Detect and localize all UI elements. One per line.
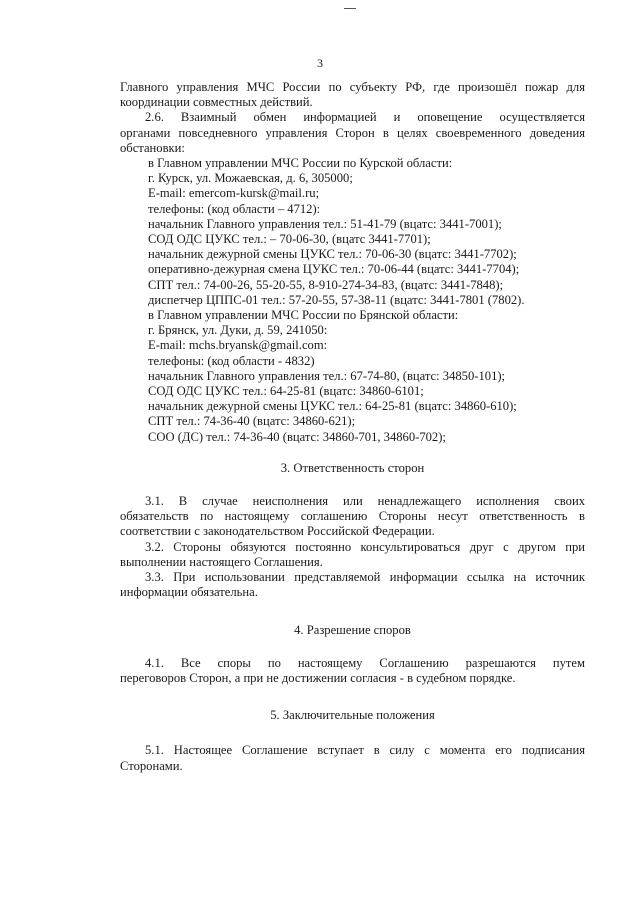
clause-3-2-line-1: 3.2. Стороны обязуются постоянно консультироваться друг с другом при bbox=[145, 539, 585, 554]
clause-5-1-line-2: Сторонами. bbox=[120, 758, 183, 773]
intro-line-2: координации совместных действий. bbox=[120, 95, 313, 110]
contact-line: телефоны: (код области – 4712): bbox=[148, 201, 321, 216]
contact-line: СОД ОДС ЦУКС тел.: 64-25-81 (вцатс: 34860-6101; bbox=[148, 384, 424, 399]
contact-line: в Главном управлении МЧС России по Брянской области: bbox=[148, 308, 459, 323]
section-3-heading: 3. Ответственность сторон bbox=[280, 460, 425, 475]
clause-2-6-line-1: 2.6. Взаимный обмен информацией и оповещение осуществляется bbox=[145, 110, 585, 125]
contact-line: г. Брянск, ул. Дуки, д. 59, 241050: bbox=[148, 323, 328, 338]
contacts-list bbox=[120, 156, 585, 445]
document-body bbox=[120, 80, 585, 774]
clause-3-1-line-1: 3.1. В случае неисполнения или ненадлежащего исполнения своих bbox=[145, 494, 585, 509]
clause-3-1-line-3: соответствии с законодательством Российской Федерации. bbox=[120, 524, 435, 539]
contact-line: телефоны: (код области - 4832) bbox=[148, 353, 315, 368]
contact-line: СПТ тел.: 74-00-26, 55-20-55, 8-910-274-34-83, (вцатс: 3441-7848); bbox=[148, 277, 504, 292]
section-5-heading: 5. Заключительные положения bbox=[270, 708, 435, 723]
clause-2-6-line-3: обстановки: bbox=[120, 140, 185, 155]
contact-line: оперативно-дежурная смена ЦУКС тел.: 70-06-44 (вцатс: 3441-7704); bbox=[148, 262, 520, 277]
contact-line: СПТ тел.: 74-36-40 (вцатс: 34860-621); bbox=[148, 414, 356, 429]
contact-line: начальник Главного управления тел.: 67-74-80, (вцатс: 34850-101); bbox=[148, 368, 506, 383]
intro-line-1: Главного управления МЧС России по субъекту РФ, где произошёл пожар для bbox=[120, 80, 585, 94]
section-4-heading: 4. Разрешение споров bbox=[294, 622, 411, 637]
clause-3-1-line-2: обязательств по настоящему соглашению Стороны несут ответственность в bbox=[120, 509, 585, 524]
clause-5-1-line-1: 5.1. Настоящее Соглашение вступает в силу с момента его подписания bbox=[145, 743, 585, 758]
clause-4-1-line-2: переговоров Сторон, а при не достижении согласия - в судебном порядке. bbox=[120, 670, 516, 685]
contact-line: начальник дежурной смены ЦУКС тел.: 70-06-30 (вцатс: 3441-7702); bbox=[148, 247, 517, 262]
contact-line: г. Курск, ул. Можаевская, д. 6, 305000; bbox=[148, 171, 353, 186]
contact-line: E-mail: emercom-kursk@mail.ru; bbox=[148, 186, 320, 201]
contact-line: начальник Главного управления тел.: 51-41-79 (вцатс: 3441-7001); bbox=[148, 216, 502, 231]
scan-mark bbox=[344, 8, 356, 9]
contact-line: в Главном управлении МЧС России по Курской области: bbox=[148, 156, 453, 171]
contact-line: СОД ОДС ЦУКС тел.: – 70-06-30, (вцатс 3441-7701); bbox=[148, 232, 431, 247]
page-number: 3 bbox=[317, 56, 323, 70]
contact-line: E-mail: mchs.bryansk@gmail.com: bbox=[148, 338, 328, 353]
contact-line: СОО (ДС) тел.: 74-36-40 (вцатс: 34860-701, 34860-702); bbox=[148, 429, 446, 444]
contact-line: начальник дежурной смены ЦУКС тел.: 64-25-81 (вцатс: 34860-610); bbox=[148, 399, 517, 414]
clause-3-3-line-1: 3.3. При использовании представляемой информации ссылка на источник bbox=[145, 570, 585, 585]
clause-2-6-line-2: органами повседневного управления Сторон в целях своевременного доведения bbox=[120, 125, 585, 140]
clause-3-3-line-2: информации обязательна. bbox=[120, 585, 258, 600]
clause-4-1-line-1: 4.1. Все споры по настоящему Соглашению разрешаются путем bbox=[145, 655, 585, 670]
clause-3-2-line-2: выполнении настоящего Соглашения. bbox=[120, 554, 323, 569]
contact-line: диспетчер ЦППС-01 тел.: 57-20-55, 57-38-11 (вцатс: 3441-7801 (7802). bbox=[148, 292, 525, 307]
